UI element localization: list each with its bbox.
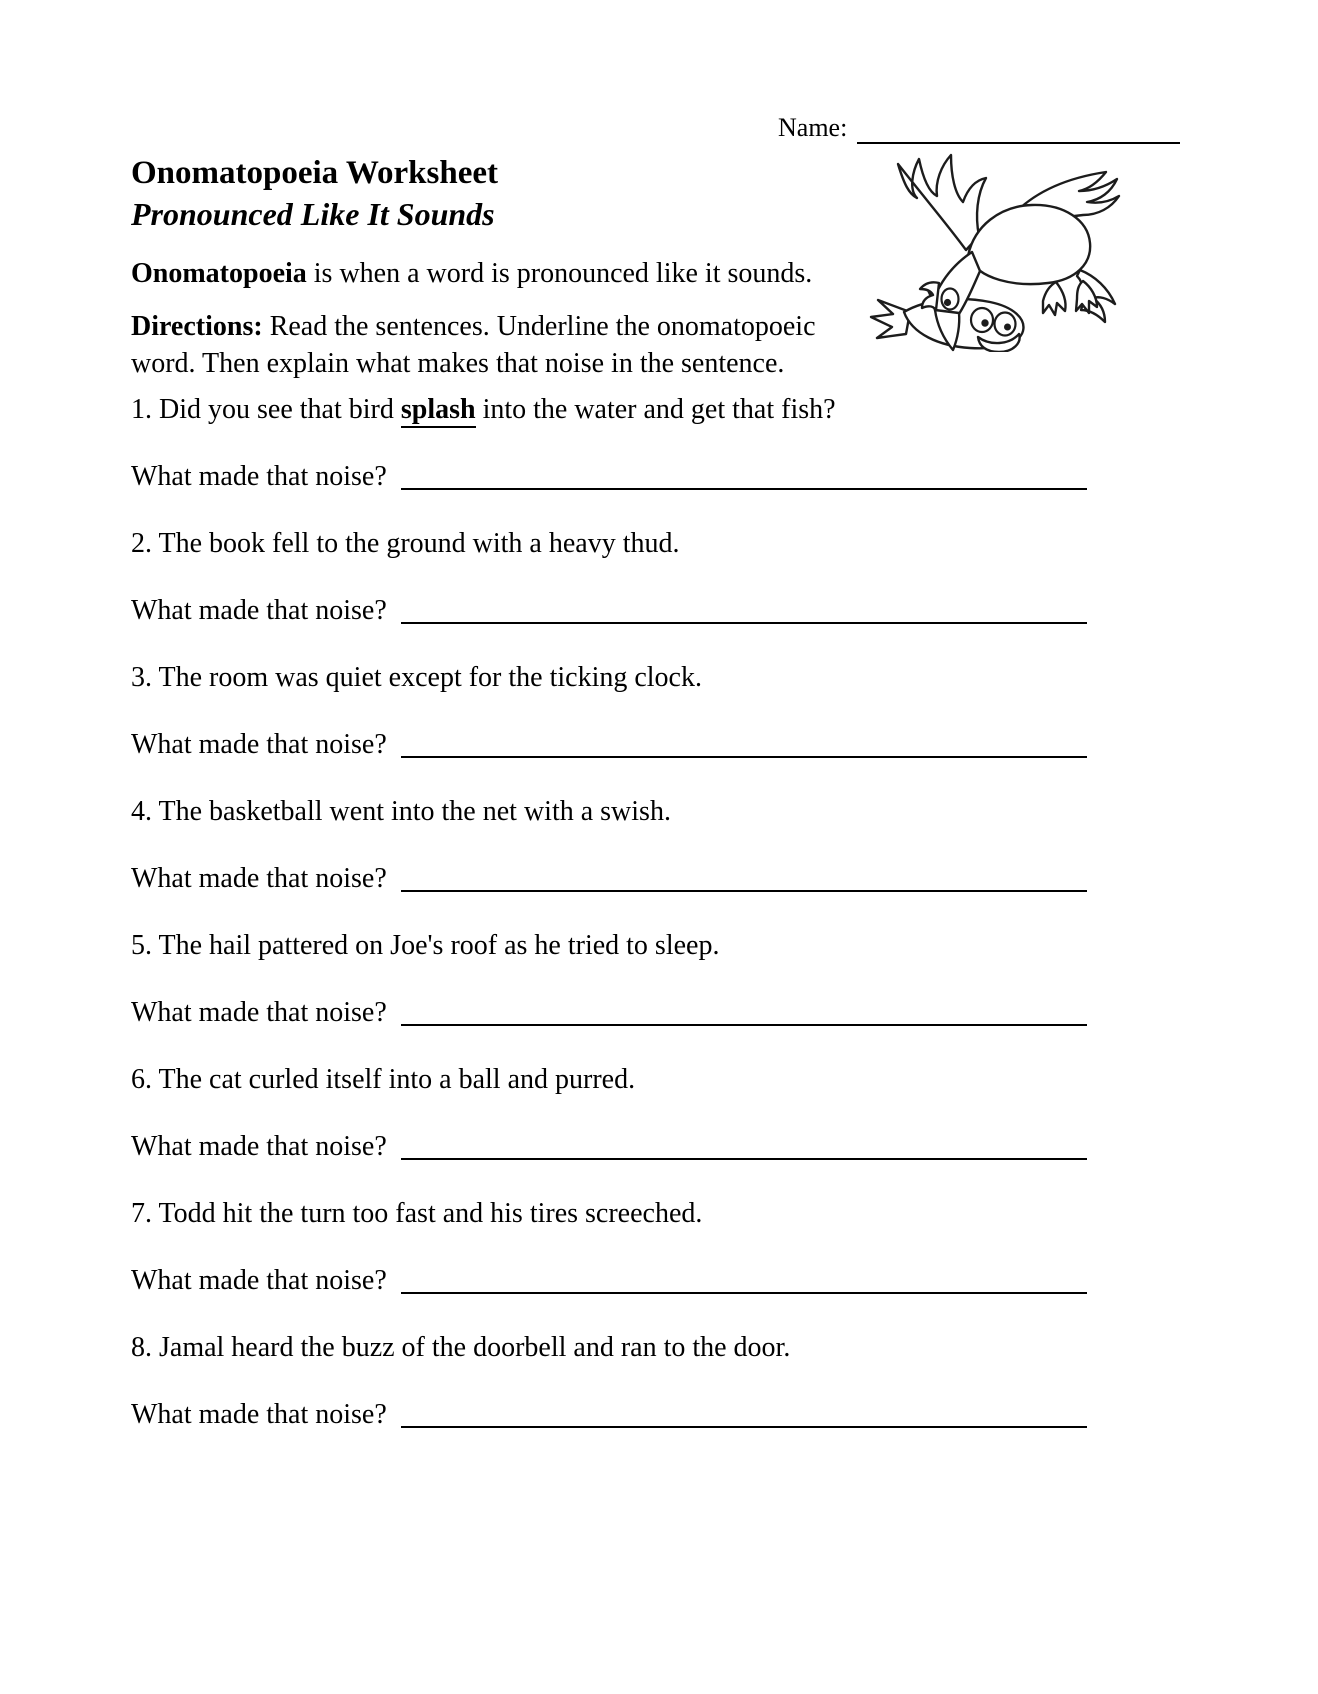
answer-row (131, 459, 1087, 495)
answer-blank-line (401, 1397, 1087, 1428)
onomatopoeia-word: splash (401, 394, 476, 428)
directions-text (131, 308, 931, 382)
question-text: 2. The book fell to the ground with a heavy thud. (131, 528, 680, 559)
name-label: Name: (778, 113, 848, 142)
answer-row (131, 1263, 1087, 1299)
answer-prompt: What made that noise? (131, 1265, 387, 1296)
answer-blank-line (401, 459, 1087, 490)
directions-lead: Directions: (131, 311, 263, 342)
name-blank-line (857, 108, 1180, 144)
definition-lead: Onomatopoeia (131, 258, 307, 289)
answer-prompt: What made that noise? (131, 461, 387, 492)
answer-prompt: What made that noise? (131, 997, 387, 1028)
question-sentence (131, 794, 1087, 830)
question-sentence (131, 1196, 1087, 1232)
answer-prompt: What made that noise? (131, 1131, 387, 1162)
page-title: Onomatopoeia Worksheet (131, 155, 498, 191)
answer-blank-line (401, 861, 1087, 892)
question-sentence (131, 1330, 1087, 1366)
answer-prompt: What made that noise? (131, 863, 387, 894)
question-sentence (131, 526, 1087, 562)
question-item (131, 794, 1087, 897)
answer-row (131, 1397, 1087, 1433)
question-item (131, 526, 1087, 629)
question-text: 8. Jamal heard the buzz of the doorbell and ran to the door. (131, 1332, 791, 1363)
question-sentence (131, 1062, 1087, 1098)
directions-line2: word. Then explain what makes that noise in the sentence. (131, 348, 785, 379)
definition-rest: is when a word is pronounced like it sounds. (306, 258, 813, 289)
answer-row (131, 1129, 1087, 1165)
question-text-after: into the water and get that fish? (475, 394, 836, 425)
answer-blank-line (401, 1129, 1087, 1160)
question-item (131, 928, 1087, 1031)
question-item (131, 1196, 1087, 1299)
answer-row (131, 727, 1087, 763)
answer-blank-line (401, 727, 1087, 758)
question-sentence (131, 660, 1087, 696)
question-text: 7. Todd hit the turn too fast and his tires screeched. (131, 1198, 703, 1229)
question-text: 3. The room was quiet except for the ticking clock. (131, 662, 702, 693)
answer-blank-line (401, 995, 1087, 1026)
name-row (778, 108, 1180, 144)
question-text: 4. The basketball went into the net with a swish. (131, 796, 671, 827)
answer-prompt: What made that noise? (131, 595, 387, 626)
answer-prompt: What made that noise? (131, 729, 387, 760)
directions-line1: Read the sentences. Underline the onomatopoeic (262, 311, 816, 342)
question-item (131, 1330, 1087, 1433)
header (131, 152, 498, 234)
definition-text (131, 256, 901, 292)
answer-row (131, 861, 1087, 897)
question-text: 1. Did you see that bird (131, 394, 401, 425)
page-subtitle: Pronounced Like It Sounds (131, 196, 495, 232)
answer-row (131, 995, 1087, 1031)
question-item (131, 1062, 1087, 1165)
question-list (131, 392, 1087, 1464)
question-sentence (131, 392, 1087, 428)
question-text: 5. The hail pattered on Joe's roof as he tried to sleep. (131, 930, 720, 961)
question-item (131, 392, 1087, 495)
answer-row (131, 593, 1087, 629)
answer-blank-line (401, 593, 1087, 624)
answer-blank-line (401, 1263, 1087, 1294)
question-text: 6. The cat curled itself into a ball and purred. (131, 1064, 636, 1095)
question-sentence (131, 928, 1087, 964)
answer-prompt: What made that noise? (131, 1399, 387, 1430)
question-item (131, 660, 1087, 763)
